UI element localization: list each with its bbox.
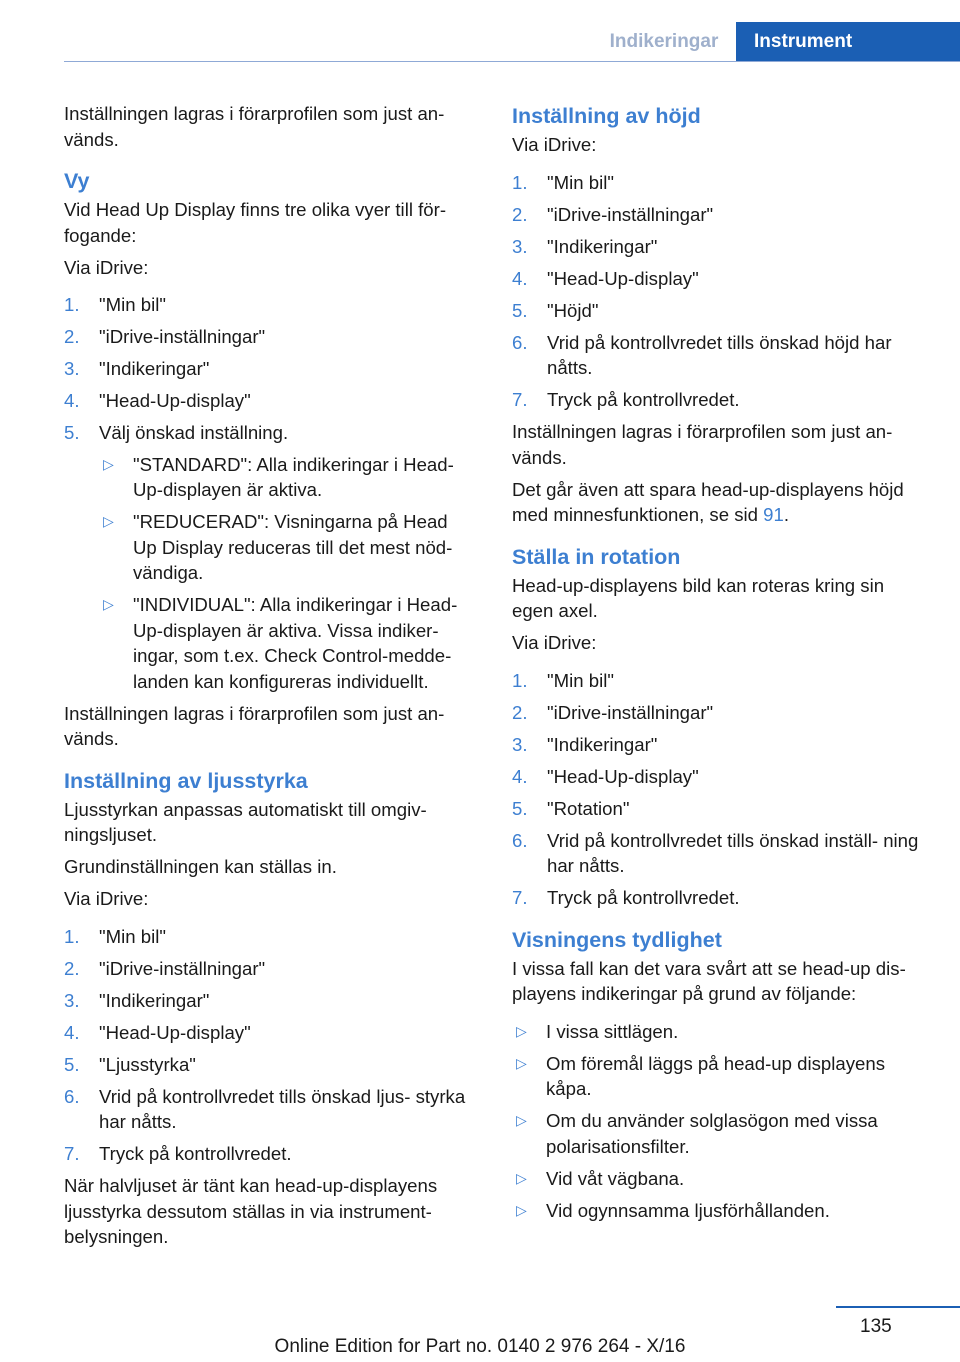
bullet-text: I vissa sittlägen. [546,1020,679,1042]
triangle-bullet-icon: ▷ [103,455,114,472]
step-text: "Rotation" [547,797,630,819]
section-heading-hojd: Inställning av höjd [512,104,701,128]
section-heading-vy: Vy [64,169,90,193]
step-item [512,796,924,822]
step-number: 1. [64,294,80,315]
step-number: 4. [64,390,80,411]
left-column [64,101,476,1256]
ljus-steps [64,924,476,1167]
right-column [512,101,924,1230]
hojd-via-idrive: Via iDrive: [512,134,597,155]
step-item [512,266,924,292]
step-text: "Ljusstyrka" [99,1053,196,1075]
intro-paragraph: Inställningen lagras i förarprofilen som just an‐ vänds. [64,103,445,150]
section-heading-ljusstyrka: Inställning av ljusstyrka [64,768,308,793]
option-item [99,592,476,694]
step-number: 1. [64,925,80,947]
header-chapter-tab: Instrument [736,22,960,62]
step-item [64,1052,476,1078]
step-number: 4. [512,765,528,787]
ljus-paragraph-1: Ljusstyrkan anpassas automatiskt till omgiv‐ ningsljuset. [64,798,427,845]
vy-steps [64,292,476,694]
step-item [64,356,476,382]
vy-paragraph: Vid Head Up Display finns tre olika vyer till för‐ fogande: [64,199,447,246]
bullet-text: Om du använder solglasögon med vissa polarisationsfilter. [546,1110,878,1157]
step-item [512,298,924,324]
option-text: "STANDARD": Alla indikeringar i Head- Up-displayen är aktiva. [133,453,454,500]
triangle-bullet-icon: ▷ [103,596,114,612]
step-text: Vrid på kontrollvredet tills önskad inställ‐ ning har nåtts. [547,829,919,876]
step-text: Tryck på kontrollvredet. [547,389,740,410]
step-item [64,324,476,350]
step-item [512,732,924,758]
header-rule [64,61,960,62]
step-text: "Min bil" [547,669,614,691]
hojd-after-paragraph-2 [512,477,924,528]
step-item [512,387,924,413]
step-item [64,988,476,1014]
triangle-bullet-icon: ▷ [103,513,114,529]
step-text: "Höjd" [547,299,599,321]
step-item [512,330,924,381]
step-number: 3. [512,733,528,755]
rotation-paragraph: Head-up-displayens bild kan roteras kring sin egen axel. [512,574,885,621]
step-text: "Head-Up-display" [99,1021,251,1043]
step-text: Tryck på kontrollvredet. [99,1143,292,1164]
triangle-bullet-icon: ▷ [516,1112,527,1128]
step-text: "Indikeringar" [99,989,210,1011]
step-text: "Head-Up-display" [99,390,251,411]
step-text: "Head-Up-display" [547,765,699,787]
step-text: "iDrive-inställningar" [547,203,714,225]
section-heading-rotation: Ställa in rotation [512,544,681,569]
step-text: Vrid på kontrollvredet tills önskad ljus‐ styrka har nåtts. [99,1085,466,1132]
option-item [99,452,476,503]
step-text: Vrid på kontrollvredet tills önskad höjd har nåtts. [547,331,892,378]
vy-via-idrive: Via iDrive: [64,256,149,278]
step-text: "Indikeringar" [99,358,210,379]
step-number: 3. [512,235,528,257]
step-item [512,234,924,260]
step-text: "Indikeringar" [547,733,658,755]
step-text: "iDrive-inställningar" [547,701,714,723]
triangle-bullet-icon: ▷ [516,1169,527,1186]
step-number: 7. [64,1143,80,1164]
step-number: 4. [512,267,528,289]
ljus-after-paragraph: När halvljuset är tänt kan head-up-displayens ljusstyrka dessutom ställas in via instrument‐ belysningen. [64,1175,438,1247]
step-text: "Min bil" [99,294,166,315]
triangle-bullet-icon: ▷ [516,1054,527,1071]
hojd-after-paragraph-1: Inställningen lagras i förarprofilen som just an‐ vänds. [512,421,893,468]
step-item [512,668,924,694]
hojd-after-end: . [783,504,790,525]
rotation-steps [512,668,924,911]
step-text: "iDrive-inställningar" [99,957,266,979]
step-number: 6. [512,331,528,353]
step-item [64,1141,476,1167]
step-item [64,420,476,694]
bullet-text: Vid våt vägbana. [546,1167,685,1189]
header-section-tab: Indikeringar [609,31,719,52]
footer-edition: Online Edition for Part no. 0140 2 976 264 - X/16 [274,1336,686,1357]
bullet-item [512,1198,924,1224]
ljus-via-idrive: Via iDrive: [64,888,149,909]
bullet-item [512,1166,924,1192]
step-item [64,388,476,414]
tydlighet-paragraph: I vissa fall kan det vara svårt att se head-up dis‐ playens indikeringar på grund av följande: [512,957,906,1004]
page-number: 135 [860,1316,892,1337]
ljus-paragraph-2: Grundinställningen kan ställas in. [64,856,337,877]
step-number: 3. [64,358,80,379]
step-number: 3. [64,989,80,1011]
hojd-steps [512,170,924,413]
step-text: "Indikeringar" [547,235,658,257]
triangle-bullet-icon: ▷ [516,1022,527,1039]
step-item [64,1084,476,1135]
vy-options [99,452,476,695]
step-item [64,956,476,982]
step-text: "iDrive-inställningar" [99,326,266,347]
step-number: 2. [512,203,528,225]
bullet-item [512,1019,924,1045]
step-item [512,700,924,726]
step-text: "Head-Up-display" [547,267,699,289]
step-number: 6. [64,1085,80,1107]
step-number: 5. [64,422,80,443]
option-item [99,509,476,586]
bullet-text: Om föremål läggs på head-up displayens kåpa. [546,1052,886,1099]
step-text: Tryck på kontrollvredet. [547,887,740,908]
step-number: 2. [64,957,80,979]
option-text: "REDUCERAD": Visningarna på Head Up Display reduceras till det mest nöd‐ vändiga. [133,511,453,583]
step-number: 1. [512,669,528,691]
step-number: 1. [512,171,528,193]
section-heading-tydlighet: Visningens tydlighet [512,927,722,952]
hojd-after-text: Det går även att spara head-up-displayens höjd med minnesfunktionen, se sid [512,478,904,525]
step-number: 2. [512,701,528,723]
bullet-item [512,1108,924,1159]
step-item [64,292,476,318]
step-item [512,170,924,196]
footer-rule [836,1306,960,1308]
step-item [512,828,924,879]
step-number: 5. [512,797,528,819]
step-item [512,885,924,911]
vy-after-paragraph: Inställningen lagras i förarprofilen som just an‐ vänds. [64,702,445,749]
step-text: Välj önskad inställning. [99,422,289,443]
step-number: 2. [64,326,80,347]
tydlighet-bullets [512,1019,924,1224]
step-number: 6. [512,829,528,851]
step-number: 5. [64,1053,80,1075]
step-number: 7. [512,389,528,410]
triangle-bullet-icon: ▷ [516,1201,527,1218]
option-text: "INDIVIDUAL": Alla indikeringar i Head- Up-displayen är aktiva. Vissa indiker‐ ingar, som t.ex. Check Control-medde‐ landen kan konfigureras individuellt. [133,594,458,692]
page-reference-link[interactable]: 91 [763,504,784,525]
step-text: "Min bil" [99,925,166,947]
step-item [512,764,924,790]
rotation-via-idrive: Via iDrive: [512,632,597,653]
step-text: "Min bil" [547,171,614,193]
step-item [64,1020,476,1046]
step-number: 7. [512,887,528,908]
step-item [512,202,924,228]
bullet-item [512,1051,924,1102]
bullet-text: Vid ogynnsamma ljusförhållanden. [546,1199,830,1221]
step-number: 4. [64,1021,80,1043]
step-number: 5. [512,299,528,321]
step-item [64,924,476,950]
